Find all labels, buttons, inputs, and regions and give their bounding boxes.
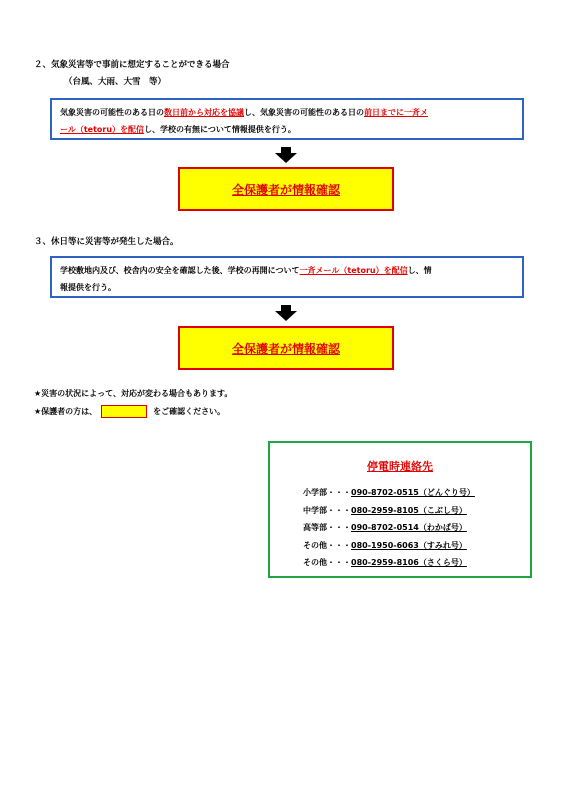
s3-text-3: し、情	[407, 266, 432, 275]
section3-info-box	[50, 256, 524, 298]
contact-label: その他・・・	[303, 540, 351, 550]
contact-label: 中学部・・・	[303, 505, 351, 515]
section2-info-box	[50, 98, 524, 140]
power-outage-contacts-box	[268, 441, 532, 578]
down-arrow-icon	[275, 305, 297, 321]
contact-number: 080-2959-8105（こぶし号）	[351, 505, 467, 515]
s2-text-6: し、学校の有無について情報提供を行う。	[144, 125, 296, 134]
contact-row	[303, 537, 530, 555]
confirm-text-2: 全保護者が情報確認	[231, 341, 340, 356]
inline-yellow-box	[101, 405, 147, 418]
contact-number: 080-2959-8106（さくら号）	[351, 558, 467, 567]
note-2-before: ★保護者の方は、	[34, 407, 98, 416]
confirm-text-1: 全保護者が情報確認	[231, 182, 340, 197]
contact-row	[303, 554, 530, 572]
section3-title: ３、休日等に災害等が発生した場合。	[34, 237, 179, 247]
contact-label: 高等部・・・	[303, 523, 351, 532]
down-arrow-icon	[275, 147, 297, 163]
s2-text-5: ール（tetoru）を配信	[60, 125, 145, 134]
note-2	[34, 405, 225, 418]
contact-number: 090-8702-0515（どんぐり号）	[351, 488, 475, 497]
s2-text-1: 気象災害の可能性のある日の	[60, 108, 164, 117]
s2-text-4: 前日までに一斉メ	[364, 108, 428, 117]
confirm-box-1	[178, 167, 394, 211]
s3-text-2: 一斉メール（tetoru）を配信	[299, 266, 408, 275]
section2-title: ２、気象災害等で事前に想定することができる場合	[34, 60, 230, 70]
s2-text-2: 数日前から対応を協議	[164, 108, 244, 117]
contact-row	[303, 484, 530, 502]
s3-text-1: 学校敷地内及び、校舎内の安全を確認した後、学校の再開について	[60, 266, 300, 275]
s3-text-4: 報提供を行う。	[60, 283, 116, 292]
contact-number: 090-8702-0514（わかば号）	[351, 523, 467, 532]
note-1: ★災害の状況によって、対応が変わる場合もあります。	[34, 389, 233, 398]
contact-row	[303, 519, 530, 537]
section2-subtitle: （台風、大雨、大雪 等）	[64, 77, 167, 87]
contact-label: その他・・・	[303, 558, 351, 567]
contact-number: 080-1950-6063（すみれ号）	[351, 540, 467, 550]
contacts-list	[270, 484, 530, 572]
note-2-after: をご確認ください。	[153, 407, 226, 416]
s2-text-3: し、気象災害の可能性のある日の	[244, 108, 364, 117]
contact-row	[303, 502, 530, 520]
contact-label: 小学部・・・	[303, 488, 351, 497]
contacts-title: 停電時連絡先	[367, 460, 433, 473]
confirm-box-2	[178, 326, 394, 370]
